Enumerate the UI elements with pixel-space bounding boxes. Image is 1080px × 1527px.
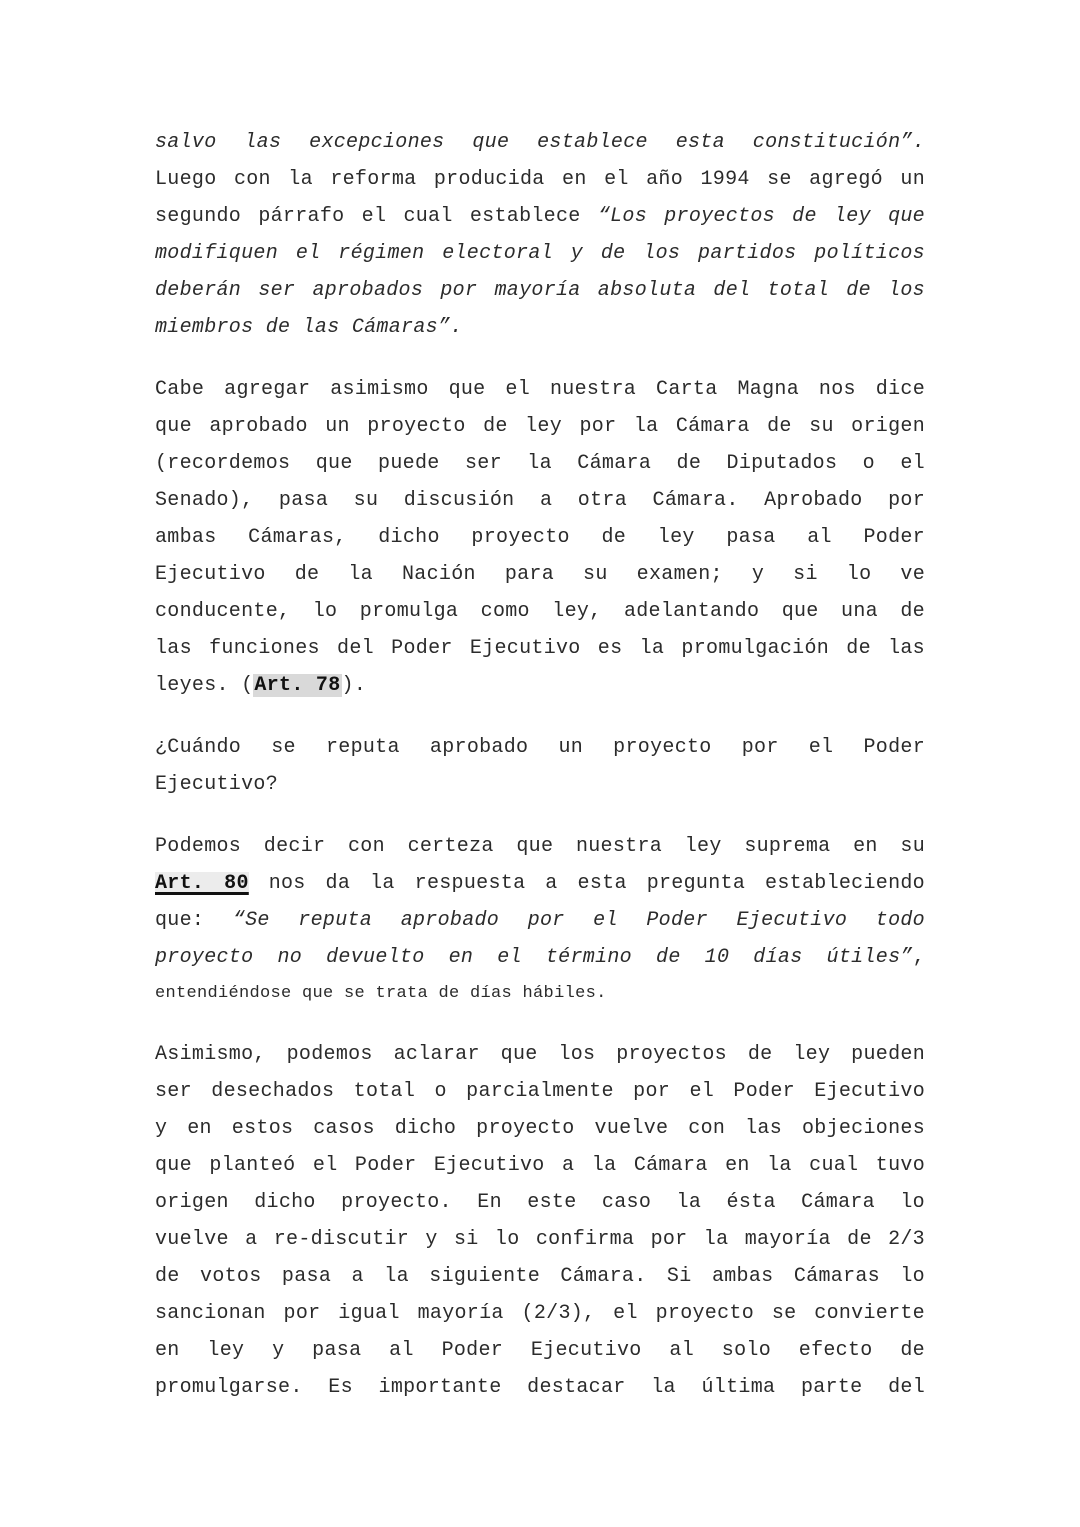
article-78-reference: Art. 78	[254, 674, 341, 697]
text-line: (recordemos que puede ser la Cámara de Diputados o el	[155, 452, 925, 475]
paragraph-2	[155, 371, 925, 704]
text-segment: ,	[912, 946, 925, 969]
text-line: origen dicho proyecto. En este caso la ésta Cámara lo	[155, 1191, 925, 1214]
text-line: que aprobado un proyecto de ley por la Cámara de su origen	[155, 415, 925, 438]
question-heading	[155, 729, 925, 803]
text-line	[155, 865, 925, 902]
text-line	[155, 902, 925, 939]
text-segment: ).	[341, 674, 367, 697]
paragraph-1	[155, 124, 925, 346]
text-line: promulgarse. Es importante destacar la última parte del	[155, 1376, 925, 1399]
text-line: vuelve a re-discutir y si lo confirma por la mayoría de 2/3	[155, 1228, 925, 1251]
text-line: entendiéndose que se trata de días hábiles.	[155, 984, 607, 1003]
paragraph-3	[155, 828, 925, 1011]
text-line: que planteó el Poder Ejecutivo a la Cámara en la cual tuvo	[155, 1154, 925, 1177]
text-line: y en estos casos dicho proyecto vuelve con las objeciones	[155, 1117, 925, 1140]
text-line: ambas Cámaras, dicho proyecto de ley pasa al Poder	[155, 526, 925, 549]
text-line: de votos pasa a la siguiente Cámara. Si ambas Cámaras lo	[155, 1265, 925, 1288]
text-line	[155, 198, 925, 235]
text-line	[155, 939, 925, 976]
text-line: miembros de las Cámaras”.	[155, 316, 463, 339]
text-line: Podemos decir con certeza que nuestra ley suprema en su	[155, 835, 925, 858]
text-line: Luego con la reforma producida en el año 1994 se agregó un	[155, 168, 925, 191]
text-line: en ley y pasa al Poder Ejecutivo al solo efecto de	[155, 1339, 925, 1362]
text-line: Cabe agregar asimismo que el nuestra Carta Magna nos dice	[155, 378, 925, 401]
text-segment: segundo párrafo el cual establece	[155, 205, 598, 228]
text-line: Ejecutivo de la Nación para su examen; y si lo ve	[155, 563, 925, 586]
quote-segment: “Se reputa aprobado por el Poder Ejecutivo todo	[232, 909, 925, 932]
text-line: Ejecutivo?	[155, 773, 279, 796]
text-line: ¿Cuándo se reputa aprobado un proyecto por el Poder	[155, 736, 925, 759]
quote-segment: proyecto no devuelto en el término de 10 días útiles”	[155, 946, 913, 969]
text-line: las funciones del Poder Ejecutivo es la promulgación de las	[155, 637, 925, 660]
text-line: sancionan por igual mayoría (2/3), el proyecto se convierte	[155, 1302, 925, 1325]
text-line: Asimismo, podemos aclarar que los proyectos de ley pueden	[155, 1043, 925, 1066]
text-line: modifiquen el régimen electoral y de los partidos políticos	[155, 242, 925, 265]
text-line: ser desechados total o parcialmente por el Poder Ejecutivo	[155, 1080, 925, 1103]
text-line: salvo las excepciones que establece esta constitución”.	[155, 131, 925, 154]
quote-segment: “Los proyectos de ley que	[597, 205, 925, 228]
document-page	[155, 124, 925, 1406]
text-line: deberán ser aprobados por mayoría absoluta del total de los	[155, 279, 925, 302]
text-segment: nos da la respuesta a esta pregunta estableciendo	[248, 872, 925, 895]
text-line	[155, 667, 925, 704]
text-line: Senado), pasa su discusión a otra Cámara. Aprobado por	[155, 489, 925, 512]
text-segment: que:	[155, 909, 233, 932]
text-segment: leyes. (	[155, 674, 254, 697]
text-line: conducente, lo promulga como ley, adelantando que una de	[155, 600, 925, 623]
article-80-reference: Art. 80	[155, 872, 249, 895]
paragraph-4	[155, 1036, 925, 1406]
